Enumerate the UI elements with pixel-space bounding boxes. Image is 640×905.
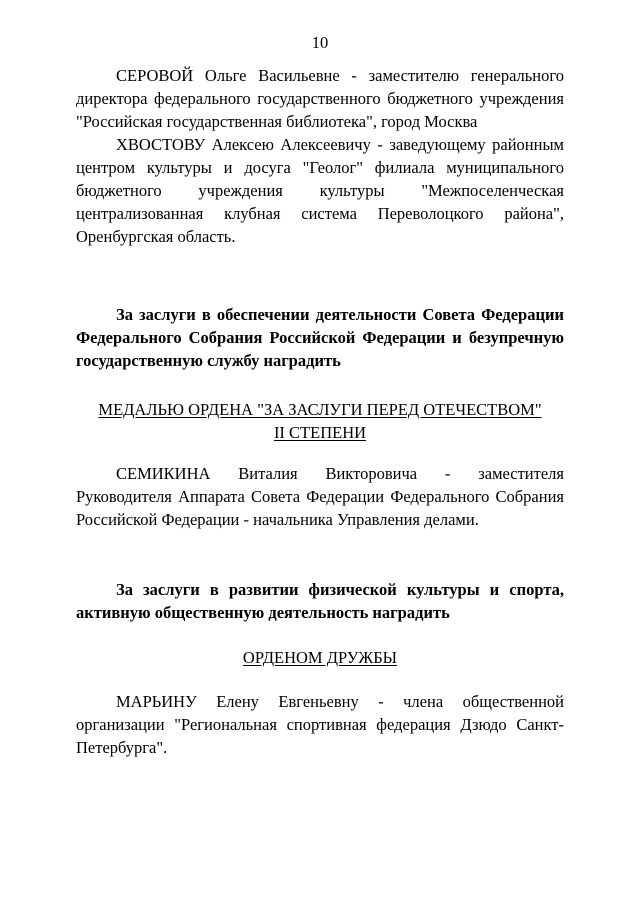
award-title-order-friendship: ОРДЕНОМ ДРУЖБЫ — [242, 648, 398, 667]
section-merits-federation-council — [76, 303, 564, 372]
award-title-friendship — [76, 646, 564, 669]
recipient-paragraph-khvostov: ХВОСТОВУ Алексею Алексеевичу - заведующему районным центром культуры и досуга "Геолог" филиала муниципального бюджетного учреждения культуры "Межпоселенческая централизованная клубная система Переволоцкого района", Оренбургская область. — [76, 135, 564, 246]
recipient-paragraph-semikin: СЕМИКИНА Виталия Викторовича - заместителя Руководителя Аппарата Совета Федерации Федерального Собрания Российской Федерации - начальника Управления делами. — [76, 464, 564, 529]
recipient-paragraph-maryina: МАРЬИНУ Елену Евгеньевну - члена общественной организации "Региональная спортивная федерация Дзюдо Санкт-Петербурга". — [76, 692, 564, 757]
section-merits-sport — [76, 578, 564, 624]
award-title-medal — [76, 398, 564, 444]
recipient-block-semikin — [76, 462, 564, 531]
recipient-block-maryina — [76, 690, 564, 759]
section-intro-sport: За заслуги в развитии физической культуры и спорта, активную общественную деятельность наградить — [76, 580, 564, 622]
page-number: 10 — [311, 33, 329, 52]
section-intro: За заслуги в обеспечении деятельности Совета Федерации Федерального Собрания Российской Федерации и безупречную государственную службу наградить — [76, 305, 564, 370]
award-recipients-block — [76, 64, 564, 248]
award-title-line-2: II СТЕПЕНИ — [273, 423, 367, 442]
recipient-paragraph-serova: СЕРОВОЙ Ольге Васильевне - заместителю генерального директора федерального государственного бюджетного учреждения "Российская государственная библиотека", город Москва — [76, 66, 564, 131]
award-title-line-1: МЕДАЛЬЮ ОРДЕНА "ЗА ЗАСЛУГИ ПЕРЕД ОТЕЧЕСТВОМ" — [98, 400, 542, 419]
